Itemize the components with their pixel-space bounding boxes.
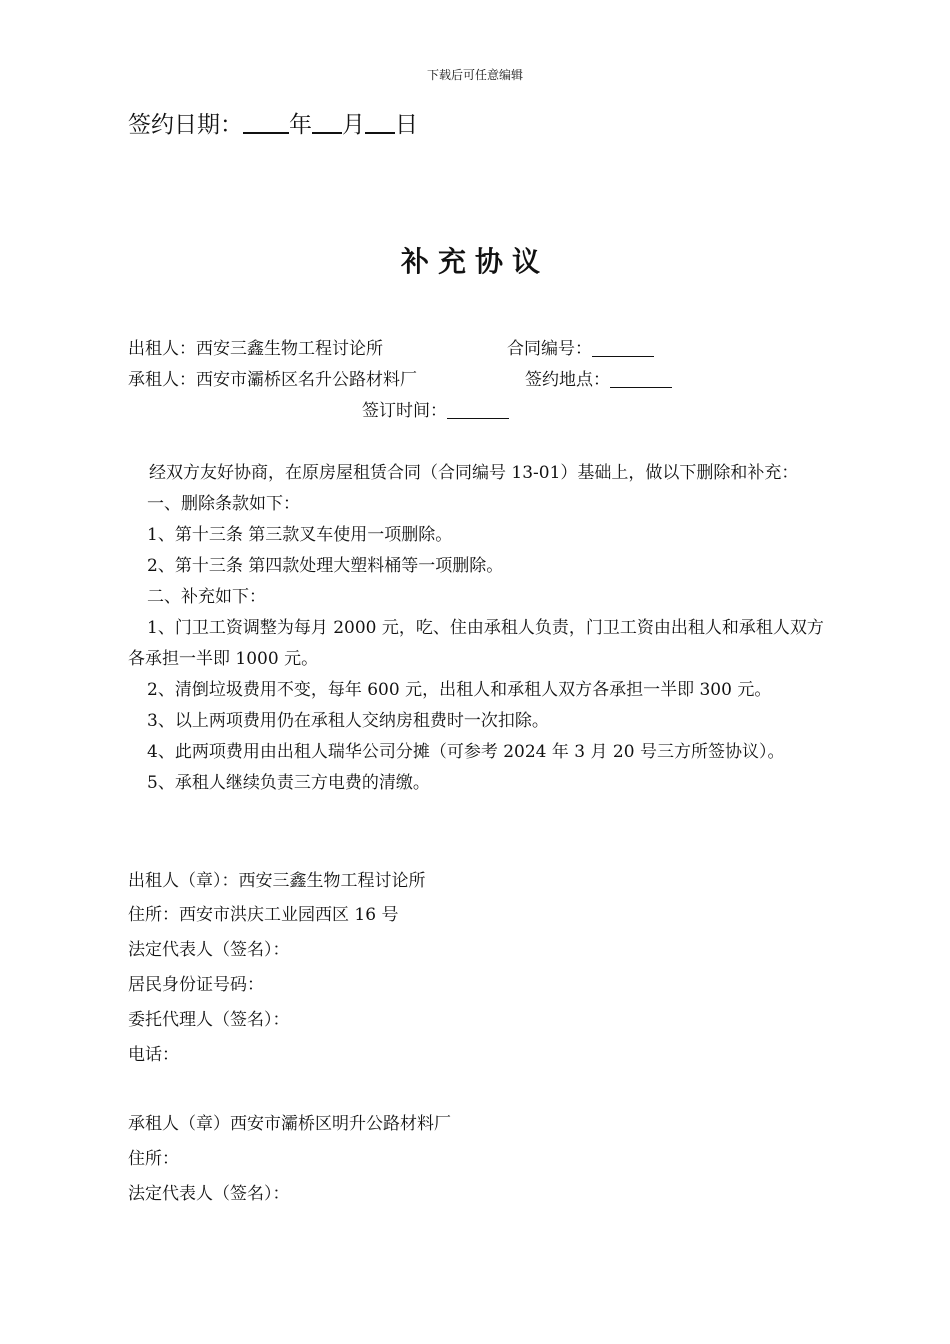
delete-item: 2、第十三条 第四款处理大塑料桶等一项删除。 [147,556,504,576]
add-item: 5、承租人继续负责三方电费的清缴。 [147,773,430,793]
sign-time-label: 签订时间： [362,401,447,421]
add-item: 4、此两项费用由出租人瑞华公司分摊（可参考 2024 年 3 月 20 号三方所签协议）。 [147,742,785,762]
lessee-seal-line: 承租人（章）西安市灞桥区明升公路材料厂 [128,1114,451,1134]
day-label: 日 [395,112,418,138]
day-blank[interactable] [365,110,395,134]
add-item: 3、以上两项费用仍在承租人交纳房租费时一次扣除。 [147,711,549,731]
contract-no-field [507,337,654,361]
lessor-phone-line: 电话： [128,1045,179,1065]
year-label: 年 [289,112,312,138]
add-item: 1、门卫工资调整为每月 2000 元，吃、住由承租人负责，门卫工资由出租人和承租人双方各承担一半即 1000 元。 [128,618,824,669]
sign-place-label: 签约地点： [525,370,610,390]
lessor-agent-line: 委托代理人（签名）： [128,1010,290,1030]
section-heading-delete: 一、删除条款如下： [147,494,300,514]
month-blank[interactable] [312,110,342,134]
month-label: 月 [342,112,365,138]
add-item: 2、清倒垃圾费用不变，每年 600 元，出租人和承租人双方各承担一半即 300 元。 [147,680,772,700]
sign-place-blank[interactable] [610,369,672,388]
lessor-legal-rep-line: 法定代表人（签名）： [128,940,290,960]
delete-item: 1、第十三条 第三款叉车使用一项删除。 [147,525,453,545]
lessor-address-line: 住所：西安市洪庆工业园西区 16 号 [128,905,399,925]
header-note: 下载后可任意编辑 [426,68,523,82]
document-title: 补充协议 [400,245,549,278]
lessee-address-line: 住所： [128,1149,179,1169]
sign-date-label: 签约日期： [128,112,243,138]
sign-time-field [362,399,509,423]
lessor-seal-line: 出租人（章）：西安三鑫生物工程讨论所 [128,871,426,891]
intro-paragraph: 经双方友好协商，在原房屋租赁合同（合同编号 13-01）基础上，做以下删除和补充： [149,463,799,483]
contract-no-label: 合同编号： [507,339,592,359]
year-blank[interactable] [243,110,289,134]
contract-no-blank[interactable] [592,338,654,357]
sign-date-line [128,108,418,142]
sign-time-blank[interactable] [447,400,509,419]
lessor-id-line: 居民身份证号码： [128,975,264,995]
section-heading-add: 二、补充如下： [147,587,266,607]
lessee-line: 承租人：西安市灞桥区名升公路材料厂 [128,370,417,390]
lessee-legal-rep-line: 法定代表人（签名）： [128,1184,290,1204]
sign-place-field [525,368,672,392]
lessor-line: 出租人：西安三鑫生物工程讨论所 [128,339,383,359]
agreement-body [128,458,828,799]
